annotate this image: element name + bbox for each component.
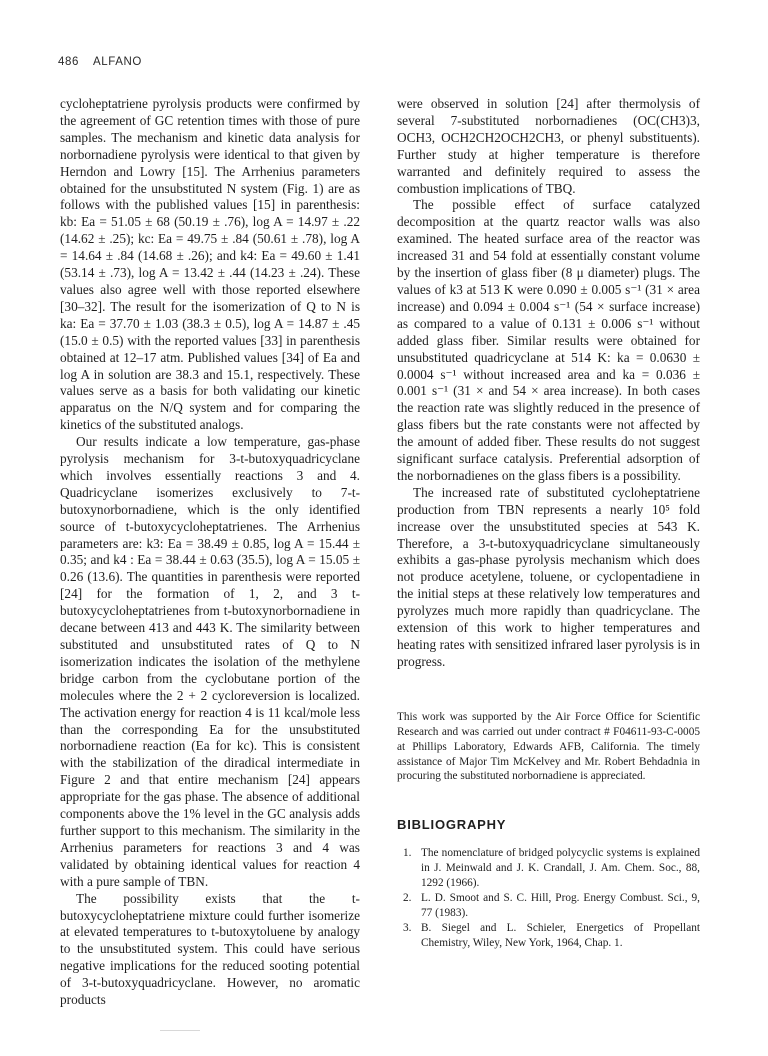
reference-list — [397, 846, 700, 950]
reference-number: 2. — [403, 892, 412, 905]
paragraph-5: The possible effect of surface catalyzed decomposition at the quartz reactor walls was also examined. The heated surface area of the reactor was increased 31 and 54 fold at essentially constant volume by the insertion of glass fiber (8 μ diameter) plugs. The values of k3 at 513 K were 0.090 ± 0.005 s⁻¹ (31 × area increase) and 0.094 ± 0.004 s⁻¹ (54 × surface increase) as compared to a value of 0.131 ± 0.006 s⁻¹ without added glass fiber. Similar results were obtained for unsubstituted quadricyclane at 514 K: ka = 0.0630 ± 0.0004 s⁻¹ without increased area and ka = 0.036 ± 0.001 s⁻¹ (31 × and 54 × area increase). In both cases the reaction rate was slightly reduced in the presence of glass fibers but the rate constants were not affected by the amount of added fiber. These results do not suggest significant surface catalysis. Preferential adsorption of the norbornadienes on the glass fibers is a possibility. — [397, 197, 700, 483]
reference-item — [397, 846, 700, 891]
reference-item — [397, 891, 700, 921]
paragraph-4: were observed in solution [24] after thermolysis of several 7-substituted norbornadienes (OC(CH3)3, OCH3, OCH2CH2OCH2CH3, or phenyl substituents). Further study at higher temperature is therefore warranted and definitely required to assess the combustion implications of TBQ. — [397, 96, 700, 196]
reference-number: 1. — [403, 847, 412, 860]
reference-text: The nomenclature of bridged polycyclic systems is explained in J. Meinwald and J. K. Crandall, J. Am. Chem. Soc., 88, 1292 (1966). — [421, 847, 700, 890]
left-column — [60, 96, 360, 1009]
paragraph-2: Our results indicate a low temperature, gas-phase pyrolysis mechanism for 3-t-butoxyquadricyclane which involves essentially reactions 3 and 4. Quadricyclane isomerizes exclusively to 7-t-butoxynorbornadiene, which is the only identified source of t-butoxycycloheptatrienes. The Arrhenius parameters are: k3: Ea = 38.49 ± 0.85, log A = 15.44 ± 0.35; and k4 : Ea = 38.44 ± 0.63 (35.5), log A = 15.05 ± 0.26 (13.6). The quantities in parenthesis were reported [24] for the formation of 1, 2, and 3 t-butoxycycloheptatrienes from t-butoxynorbornadiene in decane between 413 and 443 K. The similarity between substituted and unsubstituted rates of Q to N isomerization indicates the isolation of the methylene bridge carbon from the cyclobutane portion of the molecules where the 2 + 2 cycloreversion is localized. The activation energy for reaction 4 is 11 kcal/mole less than the corresponding Ea for the unsubstituted norbornadiene reaction (Ea for kc). This is consistent with the stabilization of the diradical intermediate in Figure 2 and that entire mechanism [24] appears appropriate for the gas phase. The absence of additional components above the 1% level in the GC analysis adds further support to this mechanism. The similarity in the Arrhenius parameters for reactions 3 and 4 was validated by obtaining identical values for reaction 4 with a pure sample of TBN. — [60, 434, 360, 889]
right-column — [397, 96, 700, 951]
paragraph-1: cycloheptatriene pyrolysis products were confirmed by the agreement of GC retention times with those of pure samples. The mechanism and kinetic data analysis for norbornadiene pyrolysis were identical to that given by Herndon and Lowry [15]. The Arrhenius parameters obtained for the unsubstituted N system (Fig. 1) are as follows with the published values [15] in parenthesis: kb: Ea = 51.05 ± 68 (50.19 ± .76), log A = 14.97 ± .22 (14.62 ± .25); kc: Ea = 49.75 ± .84 (50.61 ± .78), log A = 14.64 ± .84 (14.68 ± .26); and k4: Ea = 49.60 ± 1.41 (53.14 ± .73), log A = 13.42 ± .44 (14.23 ± .24). These values also agree well with those reported elsewhere [30–32]. The result for the isomerization of Q to N is ka: Ea = 37.70 ± 1.03 (38.3 ± 0.5), log A = 14.87 ± .45 (15.0 ± 0.5) with the reported values [33] in parenthesis obtained at 12–17 atm. Published values [34] of Ea and log A in solution are 38.3 and 15.1, respectively. These values serve as a basis for both validating our kinetic apparatus on the N/Q system and for comparing the kinetics of the substituted analogs. — [60, 96, 360, 433]
running-title: ALFANO — [93, 56, 142, 68]
footer-rule — [160, 1030, 200, 1031]
reference-item — [397, 921, 700, 951]
paragraph-3: The possibility exists that the t-butoxycycloheptatriene mixture could further isomerize at elevated temperatures to t-butoxytoluene by analogy to the unsubstituted system. This could have serious negative implications for the reduced sooting potential of 3-t-butoxyquadricyclane. However, no aromatic products — [60, 890, 360, 1008]
running-head — [58, 56, 142, 68]
bibliography-heading: BIBLIOGRAPHY — [397, 817, 507, 833]
paragraph-6: The increased rate of substituted cycloheptatriene production from TBN represents a nearly 10⁵ fold increase over the unsubstituted species at 543 K. Therefore, a 3-t-butoxyquadricyclane simultaneously exhibits a gas-phase pyrolysis mechanism which does not produce acetylene, toluene, or cyclopentadiene in the initial steps at these relatively low temperatures and pyrolyzes much more rapidly than quadricyclane. The extension of this work to higher temperatures and heating rates with sensitized infrared laser pyrolysis is in progress. — [397, 484, 700, 669]
reference-text: L. D. Smoot and S. C. Hill, Prog. Energy Combust. Sci., 9, 77 (1983). — [421, 892, 700, 919]
page-number: 486 — [58, 56, 79, 68]
reference-text: B. Siegel and L. Schieler, Energetics of Propellant Chemistry, Wiley, New York, 1964, Chap. 1. — [421, 921, 700, 949]
acknowledgment: This work was supported by the Air Force Office for Scientific Research and was carried out under contract # F04611-93-C-0005 at Phillips Laboratory, Edwards AFB, California. The timely assistance of Major Tim McKelvey and Mr. Robert Behdadnia in procuring the substituted norbornadiene is appreciated. — [397, 710, 700, 783]
reference-number: 3. — [403, 921, 412, 934]
